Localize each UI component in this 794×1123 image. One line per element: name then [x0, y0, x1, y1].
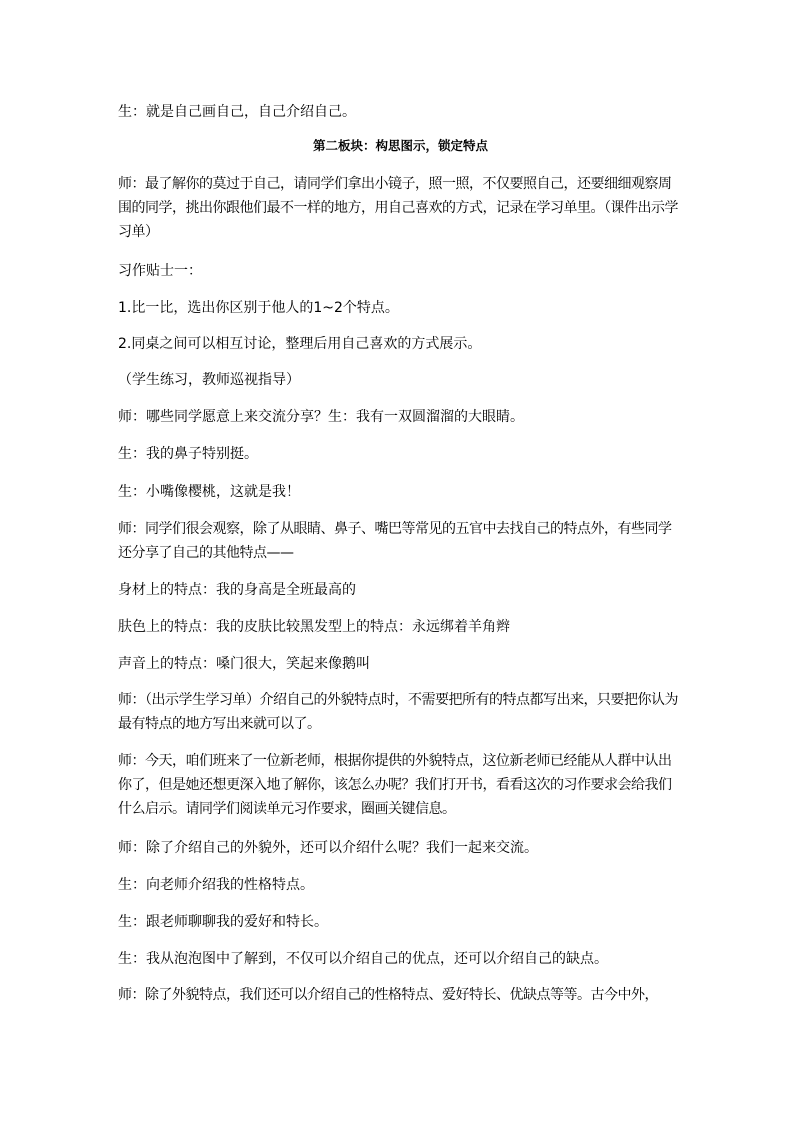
paragraph-teacher-summary: 师：除了外貌特点，我们还可以介绍自己的性格特点、爱好特长、优缺点等等。古今中外， — [118, 987, 658, 1003]
paragraph-student-nose: 生：我的鼻子特别挺。 — [118, 446, 258, 462]
paragraph-teacher-observation: 师：同学们很会观察，除了从眼睛、鼻子、嘴巴等常见的五官中去找自己的特点外，有些同学还分享了自己的其他特点—— — [118, 521, 672, 561]
paragraph-other-intro: 师：除了介绍自己的外貌外，还可以介绍什么呢？我们一起来交流。 — [118, 840, 538, 856]
paragraph-student-personality: 生：向老师介绍我的性格特点。 — [118, 877, 314, 893]
paragraph-tip-2: 2.同桌之间可以相互讨论，整理后用自己喜欢的方式展示。 — [118, 336, 482, 352]
paragraph-sharing-question: 师：哪些同学愿意上来交流分享？生：我有一双圆溜溜的大眼睛。 — [118, 409, 524, 425]
paragraph-body-feature: 身材上的特点：我的身高是全班最高的 — [118, 582, 356, 598]
paragraph-practice-note: （学生练习，教师巡视指导） — [118, 372, 300, 388]
paragraph-student-reply: 生：就是自己画自己，自己介绍自己。 — [118, 104, 356, 120]
paragraph-tips-title: 习作贴士一： — [118, 263, 202, 279]
section-heading: 第二板块：构思图示，锁定特点 — [312, 138, 488, 153]
paragraph-student-bubble-chart: 生：我从泡泡图中了解到，不仅可以介绍自己的优点，还可以介绍自己的缺点。 — [118, 951, 608, 967]
paragraph-new-teacher: 师：今天，咱们班来了一位新老师，根据你提供的外貌特点，这位新老师已经能从人群中认出你了，但是她还想更深入地了解你，该怎么办呢？我们打开书，看看这次的习作要求会给我们什么启示。请同学们阅读单元习作要求，圈画关键信息。 — [118, 753, 672, 817]
paragraph-teacher-worksheet: 师：（出示学生学习单）介绍自己的外貌特点时，不需要把所有的特点都写出来，只要把你认为最有特点的地方写出来就可以了。 — [118, 692, 678, 732]
paragraph-student-hobbies: 生：跟老师聊聊我的爱好和特长。 — [118, 914, 328, 930]
paragraph-voice-feature: 声音上的特点：嗓门很大，笑起来像鹅叫 — [118, 656, 370, 672]
paragraph-teacher-instruction: 师：最了解你的莫过于自己，请同学们拿出小镜子，照一照，不仅要照自己，还要细细观察周围的同学，挑出你跟他们最不一样的地方，用自己喜欢的方式，记录在学习单里。（课件出示学习单） — [118, 176, 678, 240]
paragraph-skin-hair-feature: 肤色上的特点：我的皮肤比较黑发型上的特点：永远绑着羊角辫 — [118, 619, 510, 635]
paragraph-student-mouth: 生：小嘴像樱桃，这就是我！ — [118, 484, 300, 500]
paragraph-tip-1: 1.比一比，选出你区别于他人的1~2个特点。 — [118, 300, 399, 316]
